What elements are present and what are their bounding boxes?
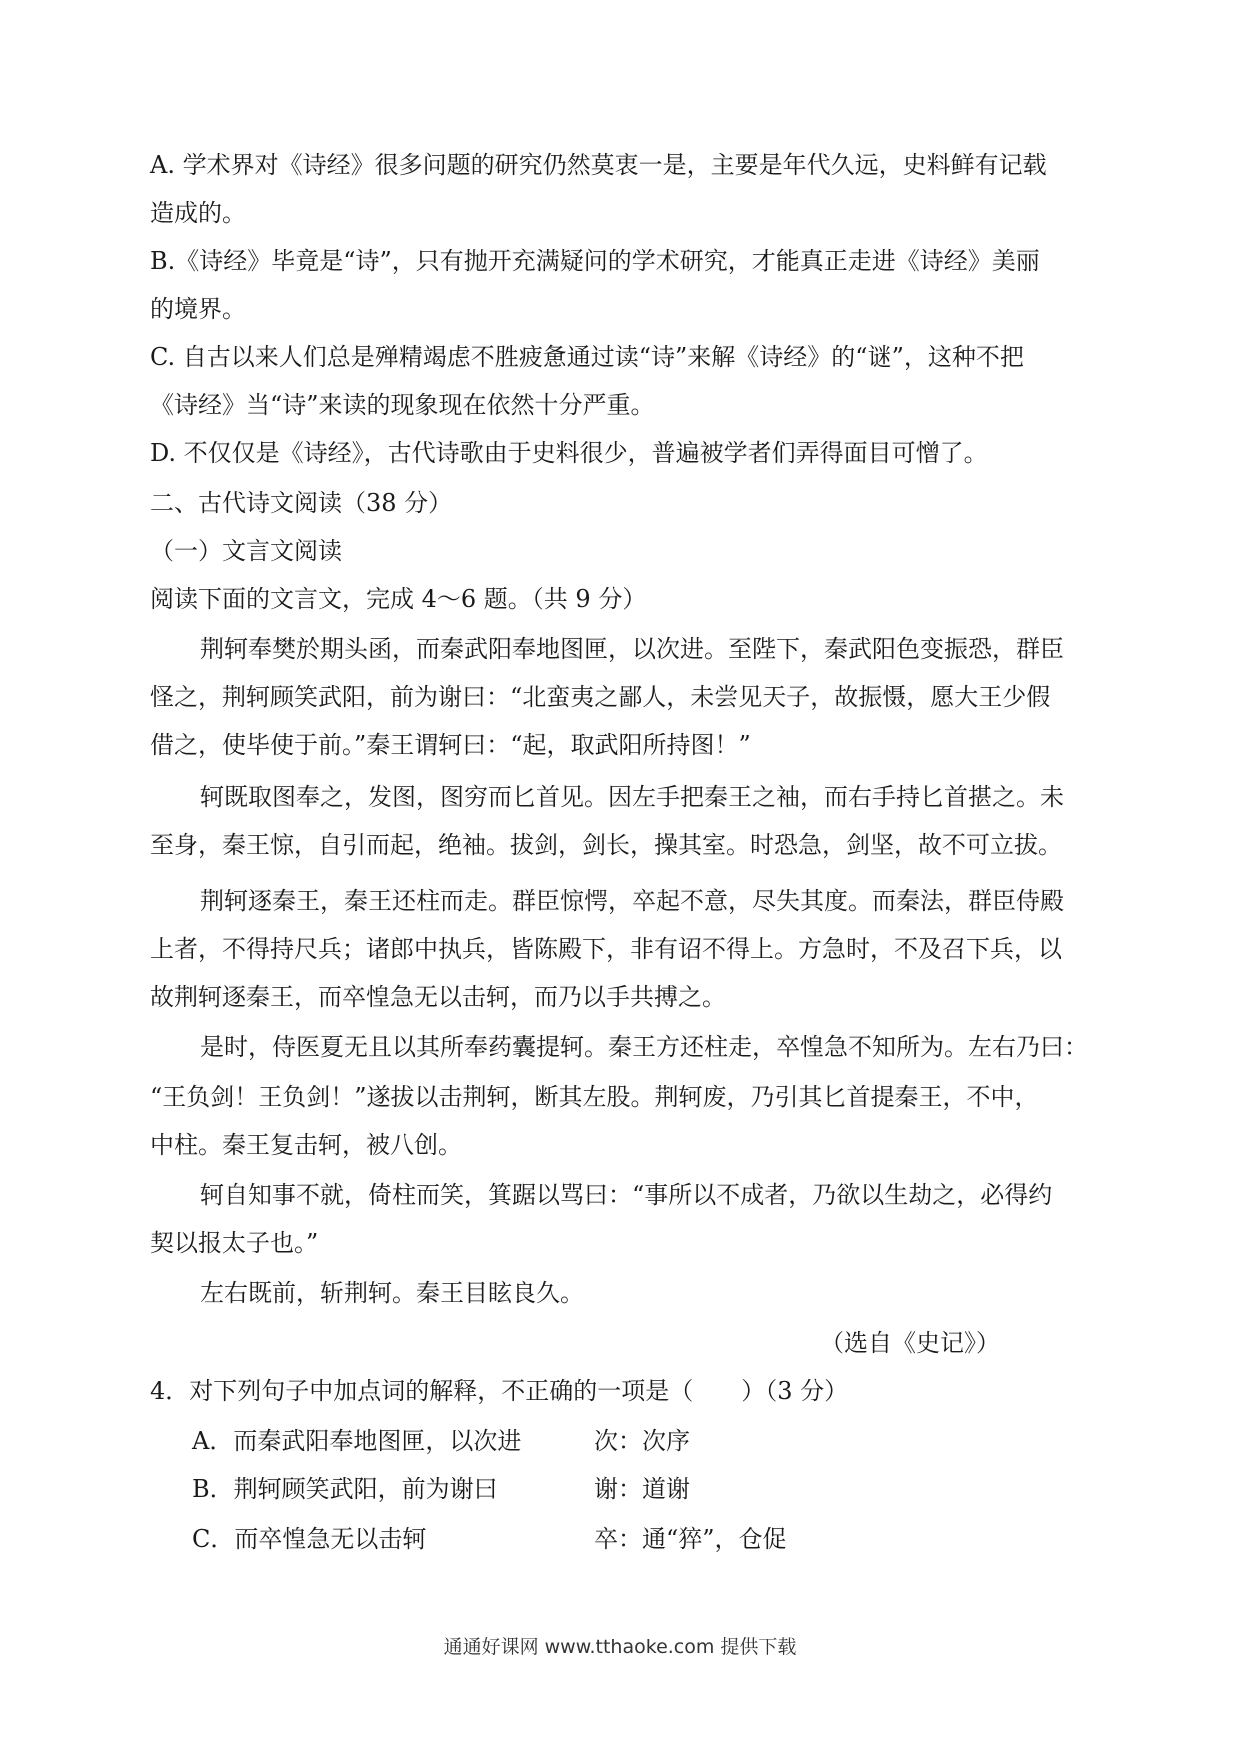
page-footer: 通通好课网 www.tthaoke.com 提供下载	[443, 1636, 797, 1658]
passage-p6-line1: 左右既前，斩荆轲。秦王目眩良久。	[200, 1279, 584, 1307]
q4-option-b-sentence: B．荆轲顾笑武阳，前为谢曰	[192, 1475, 498, 1503]
subsection-1-title: （一）文言文阅读	[150, 537, 342, 565]
passage-p5-line1: 轲自知事不就，倚柱而笑，箕踞以骂曰：“事所以不成者，乃欲以生劫之，必得约	[200, 1181, 1053, 1209]
q3-option-c-line2: 《诗经》当“诗”来读的现象现在依然十分严重。	[150, 391, 655, 419]
reading-instruction: 阅读下面的文言文，完成 4～6 题。（共 9 分）	[150, 585, 647, 613]
passage-p4-line2: “王负剑！王负剑！”遂拔以击荆轲，断其左股。荆轲废，乃引其匕首提秦王，不中，	[150, 1083, 1039, 1111]
q4-option-c-gloss: 卒：通“猝”，仓促	[594, 1525, 787, 1553]
q3-option-a-line2: 造成的。	[150, 199, 246, 227]
q3-option-a-line1: A. 学术界对《诗经》很多问题的研究仍然莫衷一是，主要是年代久远，史料鲜有记载	[150, 151, 1047, 179]
q4-option-b-gloss: 谢：道谢	[594, 1475, 690, 1503]
q3-option-c-line1: C. 自古以来人们总是殚精竭虑不胜疲惫通过读“诗”来解《诗经》的“谜”，这种不把	[150, 343, 1024, 371]
q4-stem: 4．对下列句子中加点词的解释，不正确的一项是（ ）（3 分）	[150, 1377, 849, 1405]
q4-option-a-gloss: 次：次序	[594, 1427, 690, 1455]
passage-p3-line3: 故荆轲逐秦王，而卒惶急无以击轲，而乃以手共搏之。	[150, 983, 726, 1011]
q3-option-b-line1: B.《诗经》毕竟是“诗”，只有抛开充满疑问的学术研究，才能真正走进《诗经》美丽	[150, 247, 1040, 275]
passage-p3-line1: 荆轲逐秦王，秦王还柱而走。群臣惊愕，卒起不意，尽失其度。而秦法，群臣侍殿	[200, 887, 1064, 915]
q3-option-b-line2: 的境界。	[150, 295, 246, 323]
passage-p1-line1: 荆轲奉樊於期头函，而秦武阳奉地图匣，以次进。至陛下，秦武阳色变振恐，群臣	[200, 635, 1064, 663]
q3-option-d: D. 不仅仅是《诗经》，古代诗歌由于史料很少，普遍被学者们弄得面目可憎了。	[150, 439, 988, 467]
section-2-title: 二、古代诗文阅读（38 分）	[150, 489, 453, 517]
passage-p1-line2: 怪之，荆轲顾笑武阳，前为谢曰：“北蛮夷之鄙人，未尝见天子，故振慑，愿大王少假	[150, 683, 1051, 711]
q4-option-a-sentence: A．而秦武阳奉地图匣，以次进	[192, 1427, 522, 1455]
passage-p5-line2: 契以报太子也。”	[150, 1229, 319, 1257]
passage-p4-line3: 中柱。秦王复击轲，被八创。	[150, 1131, 462, 1159]
passage-p1-line3: 借之，使毕使于前。”秦王谓轲曰：“起，取武阳所持图！”	[150, 731, 751, 759]
passage-p4-line1: 是时，侍医夏无且以其所奉药囊提轲。秦王方还柱走，卒惶急不知所为。左右乃曰：	[200, 1033, 1088, 1061]
passage-p2-line2: 至身，秦王惊，自引而起，绝袖。拔剑，剑长，操其室。时恐急，剑坚，故不可立拔。	[150, 831, 1062, 859]
q4-option-c-sentence: C．而卒惶急无以击轲	[192, 1525, 427, 1553]
passage-p3-line2: 上者，不得持尺兵；诸郎中执兵，皆陈殿下，非有诏不得上。方急时，不及召下兵，以	[150, 935, 1062, 963]
passage-source: （选自《史记》）	[820, 1329, 1000, 1357]
passage-p2-line1: 轲既取图奉之，发图，图穷而匕首见。因左手把秦王之袖，而右手持匕首揕之。未	[200, 783, 1064, 811]
